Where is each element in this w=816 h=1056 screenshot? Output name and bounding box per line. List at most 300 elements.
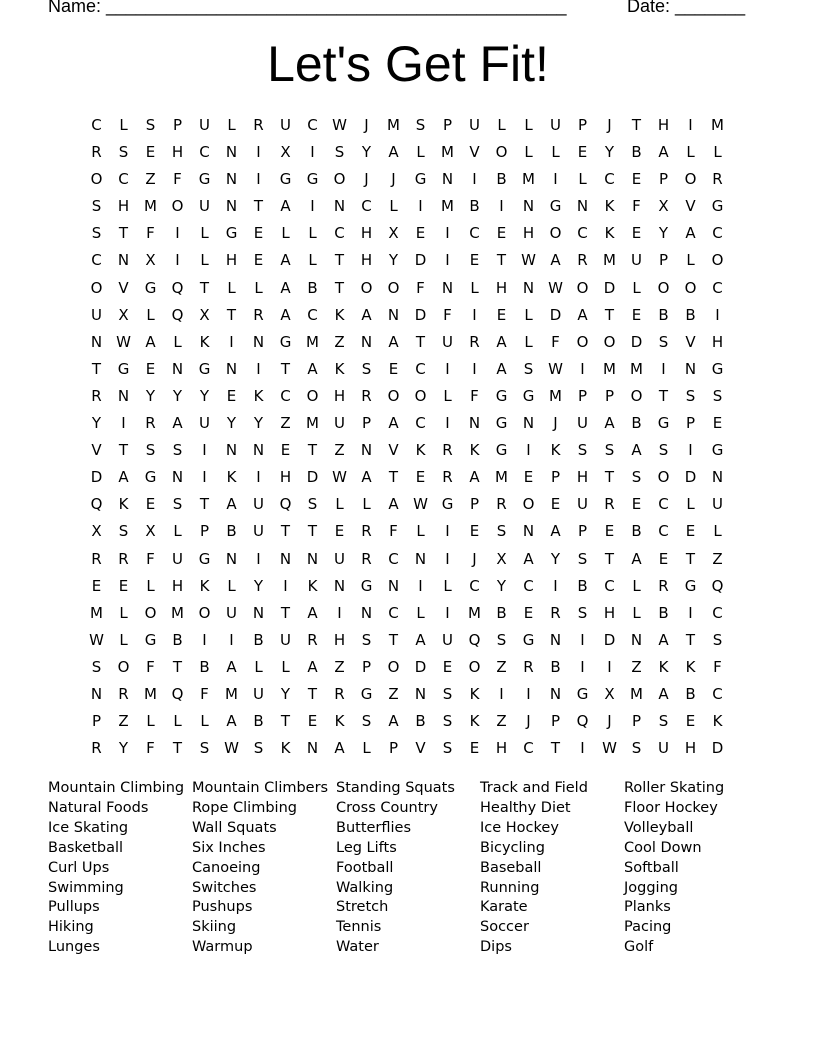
grid-letter: F	[146, 657, 155, 676]
grid-letter: A	[388, 143, 399, 162]
grid-letter: A	[388, 414, 399, 433]
grid-letter: P	[577, 116, 588, 134]
grid-letter: E	[415, 224, 426, 243]
grid-letter: C	[604, 576, 615, 595]
grid-letter: L	[632, 603, 641, 622]
grid-letter: N	[306, 549, 319, 568]
grid-letter: M	[171, 603, 184, 622]
grid-letter: O	[387, 657, 400, 676]
grid-letter: R	[253, 305, 264, 324]
grid-letter: Y	[253, 576, 264, 595]
grid-letter: A	[307, 603, 318, 622]
grid-letter: K	[685, 657, 696, 676]
grid-letter: U	[91, 305, 102, 324]
grid-letter: P	[685, 414, 696, 433]
grid-letter: T	[226, 305, 237, 324]
date-line: Date: _______	[627, 0, 746, 16]
word-list-item: Standing Squats	[336, 780, 455, 796]
grid-letter: L	[416, 143, 425, 162]
word-list-item: Karate	[480, 899, 528, 916]
grid-letter: E	[307, 712, 318, 731]
grid-letter: P	[658, 170, 669, 189]
grid-letter: G	[576, 684, 589, 703]
grid-letter: I	[202, 468, 207, 487]
grid-letter: L	[524, 305, 533, 324]
grid-letter: A	[469, 468, 480, 487]
grid-letter: G	[198, 170, 211, 189]
word-list-item: Water	[336, 939, 379, 956]
grid-letter: N	[522, 522, 535, 541]
grid-letter: S	[658, 441, 669, 460]
grid-letter: I	[445, 224, 450, 243]
grid-letter: G	[495, 441, 508, 460]
grid-letter: W	[413, 495, 428, 514]
grid-letter: T	[550, 739, 561, 758]
grid-letter: N	[441, 278, 454, 297]
grid-letter: A	[307, 359, 318, 378]
grid-letter: K	[118, 495, 129, 514]
grid-letter: T	[388, 468, 399, 487]
grid-letter: R	[145, 414, 156, 433]
grid-letter: R	[658, 576, 669, 595]
word-list-item: Canoeing	[192, 859, 261, 876]
grid-letter: N	[441, 170, 454, 189]
grid-letter: T	[496, 251, 507, 270]
grid-letter: I	[310, 197, 315, 216]
grid-letter: G	[360, 576, 373, 595]
grid-letter: L	[443, 576, 452, 595]
grid-letter: K	[226, 468, 237, 487]
grid-letter: N	[117, 251, 130, 270]
word-list-item: Basketball	[48, 839, 124, 856]
grid-letter: L	[632, 576, 641, 595]
grid-letter: B	[577, 576, 588, 595]
grid-letter: N	[414, 684, 427, 703]
grid-letter: Z	[280, 414, 291, 433]
grid-letter: M	[630, 684, 643, 703]
grid-letter: D	[414, 657, 427, 676]
grid-letter: M	[495, 468, 508, 487]
word-list-item: Planks	[624, 899, 671, 916]
grid-letter: G	[198, 549, 211, 568]
grid-letter: I	[526, 684, 531, 703]
grid-letter: R	[361, 386, 372, 405]
grid-letter: H	[360, 224, 373, 243]
grid-letter: F	[146, 224, 155, 243]
grid-letter: X	[388, 224, 399, 243]
grid-letter: E	[145, 495, 156, 514]
grid-letter: J	[364, 170, 369, 189]
grid-letter: U	[253, 522, 264, 541]
grid-letter: H	[171, 143, 184, 162]
grid-letter: N	[171, 468, 184, 487]
grid-letter: Z	[712, 549, 723, 568]
grid-letter: I	[229, 332, 234, 351]
grid-letter: M	[630, 359, 643, 378]
grid-letter: R	[118, 684, 129, 703]
grid-letter: Q	[279, 495, 292, 514]
grid-letter: I	[445, 603, 450, 622]
grid-letter: P	[361, 657, 372, 676]
grid-letter: L	[254, 657, 263, 676]
grid-letter: L	[227, 116, 236, 134]
grid-letter: K	[199, 332, 210, 351]
grid-letter: S	[91, 197, 102, 216]
grid-letter: M	[225, 684, 238, 703]
grid-letter: J	[364, 116, 369, 134]
grid-letter: C	[658, 495, 669, 514]
grid-letter: I	[553, 170, 558, 189]
grid-letter: G	[495, 414, 508, 433]
grid-letter: N	[279, 549, 292, 568]
grid-letter: W	[548, 359, 563, 378]
grid-letter: H	[603, 603, 616, 622]
grid-letter: K	[712, 712, 723, 731]
grid-letter: K	[415, 441, 426, 460]
grid-letter: J	[526, 712, 531, 731]
grid-letter: S	[658, 332, 669, 351]
grid-letter: O	[657, 468, 670, 487]
grid-letter: C	[658, 522, 669, 541]
word-list-item: Mountain Climbing	[48, 780, 185, 796]
grid-letter: C	[712, 224, 723, 243]
grid-letter: Q	[171, 278, 184, 297]
grid-letter: O	[414, 386, 427, 405]
grid-letter: Y	[145, 386, 156, 405]
grid-letter: S	[442, 712, 453, 731]
grid-letter: H	[495, 278, 508, 297]
grid-letter: I	[688, 116, 693, 134]
grid-letter: L	[200, 712, 209, 731]
grid-letter: W	[224, 739, 239, 758]
grid-letter: G	[414, 170, 427, 189]
letter-grid	[83, 112, 731, 762]
grid-letter: P	[91, 712, 102, 731]
grid-letter: E	[631, 224, 642, 243]
grid-letter: T	[280, 359, 291, 378]
grid-letter: P	[442, 116, 453, 134]
grid-letter: Y	[226, 414, 237, 433]
grid-letter: G	[225, 224, 238, 243]
grid-letter: K	[280, 739, 291, 758]
grid-letter: J	[391, 170, 396, 189]
grid-letter: Y	[199, 386, 210, 405]
grid-letter: A	[307, 657, 318, 676]
grid-letter: G	[306, 170, 319, 189]
grid-letter: Q	[576, 712, 589, 731]
grid-letter: L	[686, 251, 695, 270]
grid-letter: C	[199, 143, 210, 162]
grid-letter: V	[685, 197, 696, 216]
grid-letter: E	[469, 522, 480, 541]
grid-letter: O	[684, 170, 697, 189]
grid-letter: Z	[496, 712, 507, 731]
grid-letter: K	[469, 441, 480, 460]
grid-letter: N	[225, 441, 238, 460]
grid-letter: A	[361, 468, 372, 487]
word-column	[336, 779, 480, 958]
grid-letter: S	[172, 441, 183, 460]
grid-letter: L	[200, 224, 209, 243]
grid-letter: R	[91, 549, 102, 568]
grid-letter: I	[472, 170, 477, 189]
grid-letter: O	[603, 332, 616, 351]
word-list-item: Pullups	[48, 899, 100, 916]
grid-letter: M	[306, 332, 319, 351]
grid-letter: I	[445, 522, 450, 541]
grid-letter: L	[389, 197, 398, 216]
word-list-item: Volleyball	[624, 819, 694, 836]
grid-letter: R	[442, 468, 453, 487]
word-column	[48, 779, 192, 958]
grid-letter: R	[496, 495, 507, 514]
grid-letter: N	[252, 332, 265, 351]
grid-letter: Z	[334, 657, 345, 676]
grid-letter: Y	[253, 414, 264, 433]
grid-letter: N	[360, 332, 373, 351]
grid-letter: M	[468, 603, 481, 622]
grid-letter: U	[334, 414, 345, 433]
grid-letter: B	[685, 305, 696, 324]
grid-letter: L	[713, 143, 722, 162]
grid-letter: S	[577, 603, 588, 622]
grid-letter: L	[146, 305, 155, 324]
grid-letter: D	[549, 305, 562, 324]
grid-letter: G	[549, 197, 562, 216]
grid-letter: S	[334, 143, 345, 162]
grid-letter: E	[415, 468, 426, 487]
grid-letter: A	[388, 495, 399, 514]
grid-letter: U	[280, 116, 291, 134]
grid-letter: M	[603, 251, 616, 270]
grid-letter: Y	[658, 224, 669, 243]
grid-letter: L	[146, 712, 155, 731]
grid-letter: G	[684, 576, 697, 595]
grid-letter: T	[118, 441, 129, 460]
grid-letter: R	[253, 116, 264, 134]
grid-letter: K	[334, 712, 345, 731]
word-list-item: Running	[480, 879, 540, 896]
grid-letter: A	[172, 414, 183, 433]
grid-letter: I	[580, 359, 585, 378]
grid-letter: E	[469, 739, 480, 758]
grid-letter: R	[91, 143, 102, 162]
grid-letter: E	[226, 386, 237, 405]
grid-letter: G	[711, 359, 724, 378]
grid-letter: Y	[604, 143, 615, 162]
grid-letter: D	[90, 468, 103, 487]
grid-letter: I	[418, 197, 423, 216]
grid-letter: M	[441, 197, 454, 216]
grid-letter: U	[172, 549, 183, 568]
grid-letter: O	[576, 278, 589, 297]
grid-letter: S	[172, 495, 183, 514]
grid-letter: V	[388, 441, 399, 460]
grid-letter: L	[281, 224, 290, 243]
grid-letter: U	[631, 251, 642, 270]
grid-letter: L	[335, 495, 344, 514]
grid-letter: N	[90, 332, 103, 351]
grid-letter: E	[631, 305, 642, 324]
grid-letter: I	[256, 468, 261, 487]
grid-letter: A	[118, 468, 129, 487]
grid-letter: L	[470, 278, 479, 297]
word-list-item: Ice Skating	[48, 819, 129, 836]
grid-letter: M	[144, 684, 157, 703]
grid-letter: X	[496, 549, 507, 568]
grid-letter: K	[550, 441, 561, 460]
grid-letter: A	[550, 251, 561, 270]
grid-letter: L	[173, 332, 182, 351]
grid-letter: H	[711, 332, 724, 351]
grid-letter: W	[89, 630, 104, 649]
grid-letter: M	[90, 603, 103, 622]
grid-letter: N	[225, 170, 238, 189]
grid-letter: O	[360, 278, 373, 297]
grid-letter: A	[415, 630, 426, 649]
grid-letter: G	[657, 414, 670, 433]
grid-letter: R	[469, 332, 480, 351]
grid-letter: E	[469, 251, 480, 270]
grid-letter: H	[657, 116, 670, 134]
grid-letter: R	[361, 549, 372, 568]
grid-letter: B	[658, 603, 669, 622]
grid-letter: X	[91, 522, 102, 541]
grid-letter: O	[549, 224, 562, 243]
grid-letter: S	[415, 116, 426, 134]
grid-letter: V	[91, 441, 102, 460]
grid-letter: F	[200, 684, 209, 703]
grid-letter: T	[199, 278, 210, 297]
grid-letter: T	[685, 549, 696, 568]
grid-letter: N	[360, 441, 373, 460]
grid-letter: N	[90, 684, 103, 703]
grid-letter: A	[388, 332, 399, 351]
grid-letter: G	[441, 495, 454, 514]
grid-letter: C	[91, 251, 102, 270]
grid-letter: F	[470, 386, 479, 405]
grid-letter: R	[91, 739, 102, 758]
grid-letter: X	[118, 305, 129, 324]
grid-letter: T	[307, 684, 318, 703]
grid-letter: K	[658, 657, 669, 676]
grid-letter: C	[523, 576, 534, 595]
grid-letter: E	[550, 495, 561, 514]
grid-letter: I	[580, 739, 585, 758]
grid-letter: O	[171, 197, 184, 216]
grid-letter: K	[199, 576, 210, 595]
grid-letter: O	[711, 251, 724, 270]
grid-letter: I	[283, 576, 288, 595]
grid-letter: Z	[496, 657, 507, 676]
grid-letter: S	[685, 386, 696, 405]
grid-letter: T	[415, 332, 426, 351]
word-list-item: Pacing	[624, 919, 672, 936]
grid-letter: C	[469, 576, 480, 595]
grid-letter: W	[602, 739, 617, 758]
grid-letter: E	[658, 549, 669, 568]
grid-letter: S	[91, 657, 102, 676]
grid-letter: T	[199, 495, 210, 514]
grid-letter: C	[280, 386, 291, 405]
grid-letter: O	[144, 603, 157, 622]
grid-letter: D	[603, 630, 616, 649]
grid-letter: D	[306, 468, 319, 487]
grid-letter: C	[712, 684, 723, 703]
grid-letter: A	[604, 414, 615, 433]
grid-letter: I	[175, 224, 180, 243]
grid-letter: W	[116, 332, 131, 351]
grid-letter: W	[332, 468, 347, 487]
grid-letter: A	[577, 305, 588, 324]
grid-letter: P	[361, 414, 372, 433]
grid-letter: M	[306, 414, 319, 433]
grid-letter: F	[443, 305, 452, 324]
grid-letter: I	[553, 576, 558, 595]
grid-letter: S	[604, 441, 615, 460]
word-list-item: Leg Lifts	[336, 839, 397, 856]
grid-letter: K	[469, 712, 480, 731]
grid-letter: I	[445, 251, 450, 270]
grid-letter: U	[253, 495, 264, 514]
grid-letter: A	[145, 332, 156, 351]
grid-letter: R	[118, 549, 129, 568]
grid-letter: Z	[631, 657, 642, 676]
grid-letter: T	[388, 630, 399, 649]
word-list-item: Rope Climbing	[192, 799, 297, 816]
grid-letter: U	[712, 495, 723, 514]
grid-letter: A	[280, 251, 291, 270]
word-list-item: Golf	[624, 939, 654, 956]
grid-letter: H	[360, 251, 373, 270]
grid-letter: U	[199, 197, 210, 216]
grid-letter: B	[496, 170, 507, 189]
grid-letter: V	[469, 143, 480, 162]
word-list-item: Swimming	[48, 879, 124, 896]
grid-letter: S	[442, 684, 453, 703]
grid-letter: T	[604, 468, 615, 487]
word-list-item: Healthy Diet	[480, 799, 571, 816]
grid-letter: U	[469, 116, 480, 134]
grid-letter: E	[604, 522, 615, 541]
grid-letter: B	[226, 522, 237, 541]
grid-letter: U	[253, 684, 264, 703]
grid-letter: N	[306, 739, 319, 758]
grid-letter: T	[280, 522, 291, 541]
grid-letter: I	[688, 441, 693, 460]
grid-letter: E	[253, 251, 264, 270]
grid-letter: K	[334, 305, 345, 324]
grid-letter: E	[577, 143, 588, 162]
grid-letter: I	[607, 657, 612, 676]
word-list-item: Walking	[336, 879, 394, 896]
grid-letter: U	[442, 630, 453, 649]
grid-letter: U	[199, 116, 210, 134]
grid-letter: L	[632, 278, 641, 297]
grid-letter: E	[145, 359, 156, 378]
grid-letter: T	[631, 116, 642, 134]
grid-letter: K	[307, 576, 318, 595]
grid-letter: E	[523, 603, 534, 622]
grid-letter: G	[711, 197, 724, 216]
word-list-item: Ice Hockey	[480, 819, 559, 836]
grid-letter: A	[388, 712, 399, 731]
page-title: Let's Get Fit!	[267, 36, 549, 92]
word-list-item: Track and Field	[480, 780, 588, 796]
grid-letter: P	[577, 386, 588, 405]
grid-letter: O	[90, 170, 103, 189]
grid-letter: A	[658, 630, 669, 649]
